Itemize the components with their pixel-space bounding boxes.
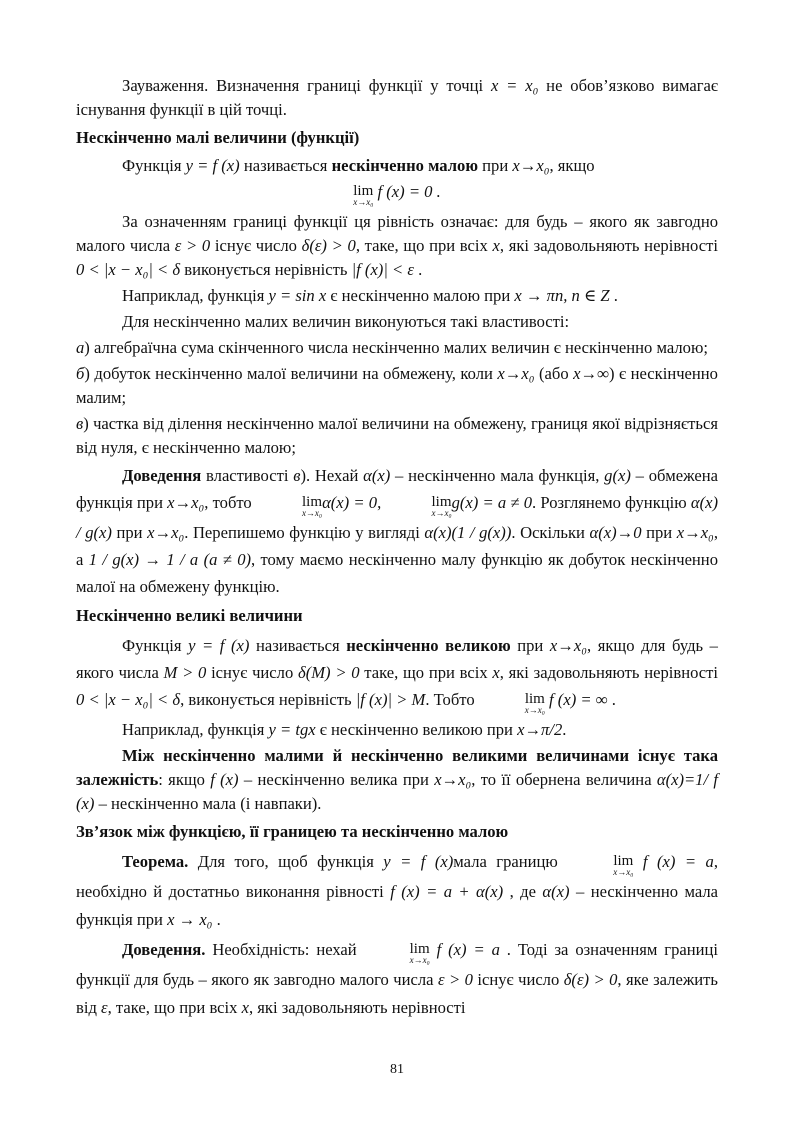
math: x→x₀ <box>147 523 185 542</box>
text: , які задовольняють нерівності <box>499 663 719 682</box>
math: ε > 0 <box>174 236 211 255</box>
text: . Тобто <box>425 690 479 709</box>
math: y = f (x) <box>383 852 454 871</box>
lim-text: lim <box>431 494 452 510</box>
text: при <box>478 156 513 175</box>
theorem-paragraph <box>76 848 718 934</box>
lim-subscript: x→x₀ <box>301 508 323 518</box>
text: називається <box>249 636 347 655</box>
math: α(x)(1 / g(x)) <box>424 523 512 542</box>
math: f (x) = ∞ <box>544 690 608 709</box>
math: f (x) = a + α(x) <box>390 882 504 901</box>
math: x→x₀ <box>676 523 714 542</box>
heading-infinitesimal: Нескінченно малі величини (функції) <box>76 128 360 147</box>
text: , якщо <box>549 156 595 175</box>
property-letter: в <box>76 414 84 433</box>
lim-subscript: x→x₀ <box>409 955 430 965</box>
limit-symbol <box>567 853 634 878</box>
text: . Оскільки <box>511 523 590 542</box>
math: 0 < |x − x₀| < δ <box>76 690 181 709</box>
math: x→x₀ <box>497 364 535 383</box>
math: y = sin x <box>268 286 327 305</box>
term: Теорема. <box>122 852 189 871</box>
text: Функція <box>122 156 186 175</box>
text: , таке, що при всіх <box>107 998 242 1017</box>
formula-limit-zero <box>76 180 718 208</box>
heading-infinitely-large: Нескінченно великі величини <box>76 606 303 625</box>
lim-subscript: x→x₀ <box>353 197 374 207</box>
math: x → πn, n ∈ Z <box>514 286 610 305</box>
text: – нескінченно велика при <box>238 770 435 789</box>
text: Наприклад, функція <box>122 286 269 305</box>
text: Необхідність: нехай <box>205 940 364 959</box>
text: ) є нескінченно малим; <box>76 364 718 407</box>
text: Наприклад, функція <box>122 720 269 739</box>
text: , тому маємо нескінченно малу функцію як добуток нескінченно малої на обмежену функцію. <box>76 550 718 596</box>
math: x <box>241 998 249 1017</box>
lim-subscript: x→x₀ <box>524 705 545 715</box>
term: Доведення. <box>122 940 206 959</box>
text: при <box>641 523 677 542</box>
text: (або <box>534 364 574 383</box>
text: Функція <box>122 636 189 655</box>
text: існує число <box>206 663 298 682</box>
text: не обов’язково вимагає існування функції в цій точці. <box>76 76 718 119</box>
text: . <box>212 910 221 929</box>
math: α(x) <box>363 466 391 485</box>
text: , яке залежить від <box>76 970 718 1017</box>
text: в <box>293 466 301 485</box>
text: при <box>510 636 550 655</box>
math: g(x) <box>604 466 631 485</box>
definition-infinitely-large <box>76 632 718 716</box>
math: f (x) = a <box>633 852 714 871</box>
math: α(x)=1/ f (x) <box>76 770 718 813</box>
math: |f (x)| > M <box>355 690 426 709</box>
math: δ(ε) > 0 <box>563 970 618 989</box>
text: , то її обернена величина <box>471 770 657 789</box>
text: , якщо для будь – якого числа <box>76 636 718 682</box>
property-letter: а <box>76 338 85 357</box>
term: нескінченно великою <box>346 636 511 655</box>
limit-symbol <box>385 494 452 519</box>
text: ) алгебраїчна сума скінченного числа нескінченно малих величин є нескінченно малою; <box>84 338 708 357</box>
math: f (x) = a <box>429 940 500 959</box>
lim-text: lim <box>353 183 374 199</box>
lim-subscript: x→x₀ <box>431 508 452 518</box>
example-sin <box>76 284 718 308</box>
text: , а <box>76 523 718 569</box>
math: g(x) = a ≠ 0 <box>451 493 533 512</box>
page-body <box>76 74 718 1024</box>
example-tg <box>76 718 718 742</box>
term: Доведення <box>122 466 202 485</box>
text: виконується нерівність <box>180 260 352 279</box>
text: – нескінченно мала (і навпаки). <box>94 794 322 813</box>
text: існує число <box>472 970 564 989</box>
math: |f (x)| < ε <box>351 260 414 279</box>
text: Зауваження. Визначення границі функції у точці <box>122 76 491 95</box>
text: існує число <box>210 236 302 255</box>
text: . Тоді за означенням границі функції для будь – якого як завгодно малого числа <box>76 940 718 989</box>
limit-meaning-paragraph <box>76 210 718 282</box>
text: , які задовольняють нерівності <box>248 998 466 1017</box>
relation-paragraph <box>76 744 718 816</box>
property-c <box>76 412 718 460</box>
text: є нескінченно великою при <box>315 720 518 739</box>
math: M > 0 <box>163 663 207 682</box>
math: y = f (x) <box>185 156 240 175</box>
math: x = x₀ <box>490 76 539 95</box>
limit-symbol <box>364 941 430 966</box>
math: α(x)→0 <box>589 523 642 542</box>
text: , тобто <box>204 493 256 512</box>
lim-text: lim <box>409 941 430 957</box>
math: y = f (x) <box>188 636 250 655</box>
property-a <box>76 336 718 360</box>
math: x→x₀ <box>434 770 472 789</box>
math: δ(ε) > 0 <box>301 236 356 255</box>
lim-text: lim <box>524 691 545 707</box>
text: ). Нехай <box>300 466 364 485</box>
math: x→x₀ <box>549 636 587 655</box>
text: є нескінченно малою при <box>326 286 515 305</box>
math: x→∞ <box>573 364 609 383</box>
text: За означенням границі функції ця рівність означає: для будь – якого як завгодно малого числа <box>76 212 718 255</box>
math: x→π/2 <box>517 720 563 739</box>
math: x → x₀ <box>167 910 213 929</box>
page-number: 81 <box>390 1062 404 1077</box>
math: ε > 0 <box>437 970 473 989</box>
math: x <box>492 236 500 255</box>
math: 1 / g(x) → 1 / a (a ≠ 0) <box>88 550 252 569</box>
text: . Розглянемо функцію <box>532 493 691 512</box>
property-b <box>76 362 718 410</box>
text: – нескінченно мала функція при <box>76 882 718 929</box>
text: ) частка від ділення нескінченно малої величини на обмежену, границя якої відрізняється від нуля, є нескінченно малою; <box>76 414 718 457</box>
limit-symbol <box>353 183 374 208</box>
remark-paragraph <box>76 74 718 122</box>
math: δ(M) > 0 <box>298 663 360 682</box>
term: нескінченно малою <box>331 156 479 175</box>
term: Між нескінченно малими й нескінченно великими величинами існує така залежність <box>76 746 718 789</box>
heading-connection: Зв’язок між функцією, її границею та нескінченно малою <box>76 822 509 841</box>
text: мала границю <box>453 852 568 871</box>
math: f (x) = 0 . <box>373 182 441 201</box>
text: . <box>609 286 618 305</box>
math: α(x) / g(x) <box>76 493 718 542</box>
text: . <box>607 690 616 709</box>
text: таке, що при всіх <box>359 663 493 682</box>
text: . <box>413 260 423 279</box>
text: – обмежена функція при <box>76 466 718 512</box>
text: , виконується нерівність <box>180 690 356 709</box>
text: , <box>377 493 386 512</box>
text: . <box>562 720 567 739</box>
text: , таке, що при всіх <box>355 236 493 255</box>
limit-symbol <box>479 691 545 716</box>
text: називається <box>239 156 332 175</box>
definition-infinitesimal <box>76 154 718 178</box>
text: властивості <box>201 466 294 485</box>
lim-text: lim <box>301 494 322 510</box>
text: ) добуток нескінченно малої величини на обмежену, коли <box>84 364 498 383</box>
text: , де <box>503 882 543 901</box>
lim-text: lim <box>613 853 634 869</box>
properties-intro: Для нескінченно малих величин виконуються такі властивості: <box>122 312 570 331</box>
property-letter: б <box>76 364 85 383</box>
lim-subscript: x→x₀ <box>613 867 634 877</box>
math: x <box>492 663 500 682</box>
text: , які задовольняють нерівності <box>499 236 718 255</box>
math: ε <box>101 998 108 1017</box>
math: 0 < |x − x₀| < δ <box>76 260 181 279</box>
math: x→x₀ <box>512 156 550 175</box>
proof-theorem-paragraph <box>76 936 718 1022</box>
text: , необхідно й достатньо виконання рівності <box>76 852 718 901</box>
math: y = tgx <box>268 720 316 739</box>
text: – нескінченно мала функція, <box>390 466 605 485</box>
text: . Перепишемо функцію у вигляді <box>184 523 425 542</box>
math: α(x) = 0 <box>322 493 378 512</box>
math: f (x) <box>210 770 239 789</box>
limit-symbol <box>256 494 323 519</box>
proof-property-c <box>76 462 718 600</box>
text: : якщо <box>158 770 211 789</box>
math: x→x₀ <box>167 493 205 512</box>
text: Для того, щоб функція <box>188 852 384 871</box>
math: α(x) <box>542 882 570 901</box>
text: при <box>111 523 148 542</box>
